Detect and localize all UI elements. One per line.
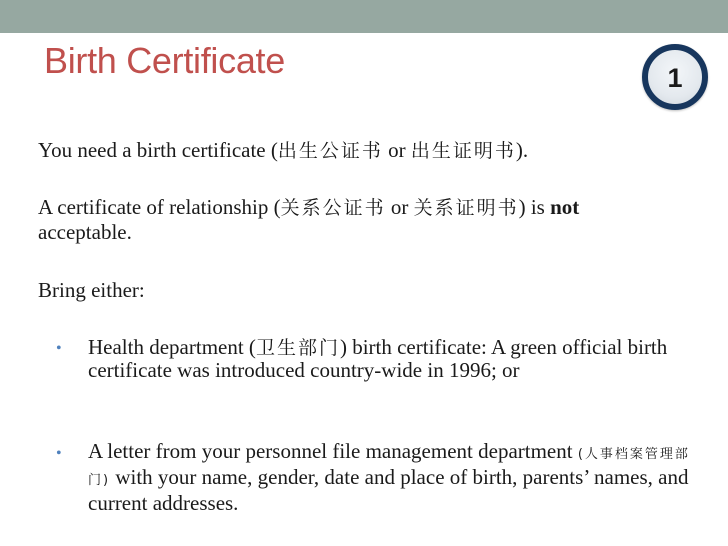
line1-or: or (382, 138, 411, 162)
page-title: Birth Certificate (44, 40, 285, 81)
bullet1-chinese: 卫生部门 (255, 337, 340, 359)
line2-emphasis: not (550, 195, 580, 219)
bullet1-pre: Health department ( (88, 335, 256, 359)
slide-number-badge (642, 44, 708, 110)
line1-text: You need a birth certificate ( (38, 138, 278, 162)
bullet-dot-icon: • (56, 445, 62, 462)
bring-either-label: Bring either: (38, 278, 145, 302)
line2-chinese-1: 关系公证书 (280, 197, 386, 219)
line1-chinese-1: 出生公证书 (277, 140, 383, 162)
line2-chinese-2: 关系证明书 (413, 197, 519, 219)
bullet2-post: with your name, gender, date and place of birth, parents’ names, and current addresses. (88, 465, 689, 515)
bullet1-post: ) birth certificate: A green official birth certificate was introduced country-wide in 1996; or (88, 335, 668, 382)
bullet-personnel-letter (88, 440, 703, 514)
top-bar (0, 0, 728, 33)
line2-or: or (385, 195, 414, 219)
bullet2-chinese: (人事档案管理部门) (88, 447, 690, 488)
line2-text: A certificate of relationship ( (38, 195, 281, 219)
bullet2-pre: A letter from your personnel file management department (88, 439, 578, 463)
line1-close: ). (515, 138, 529, 162)
bullet-dot-icon: • (56, 340, 62, 357)
relationship-certificate-note (38, 195, 678, 244)
bullet-health-department (88, 336, 703, 381)
line1-chinese-2: 出生证明书 (410, 140, 516, 162)
line2-tail: acceptable. (38, 220, 132, 244)
birth-certificate-requirement (38, 138, 718, 163)
line2-close: ) is (518, 195, 551, 219)
slide-number: 1 (667, 62, 683, 93)
